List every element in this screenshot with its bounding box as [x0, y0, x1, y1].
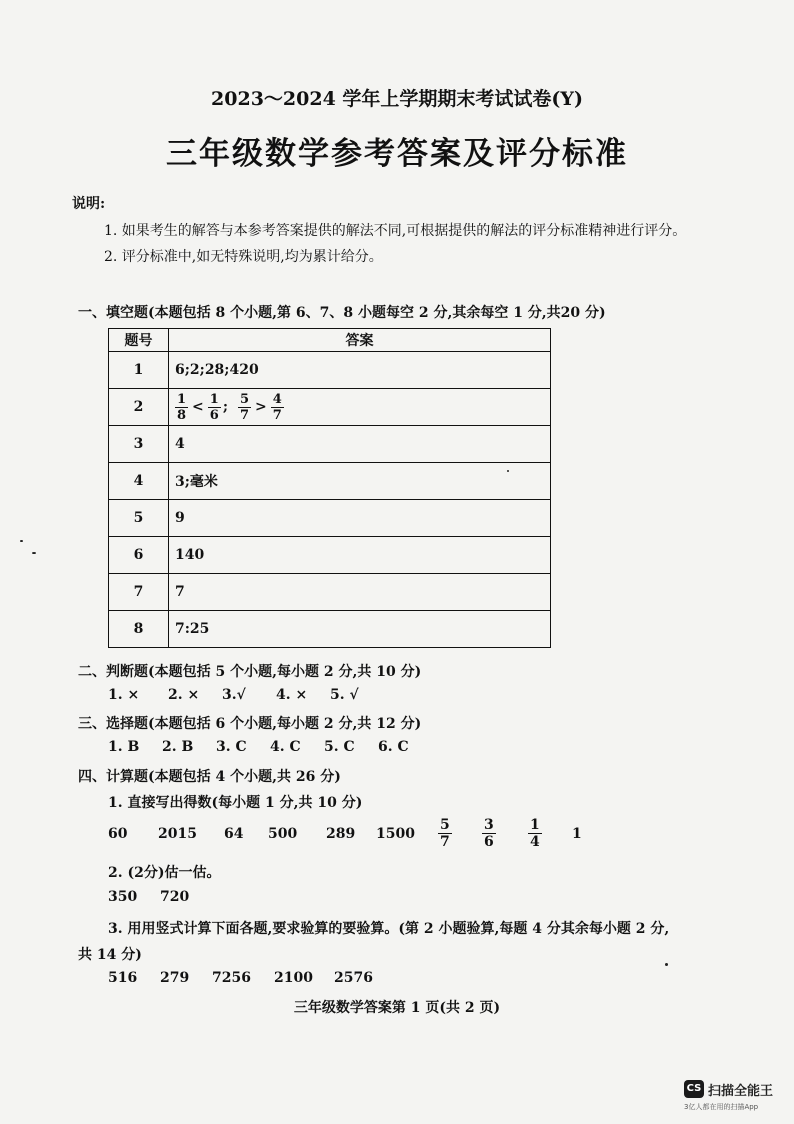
calc-value: 1	[572, 826, 582, 842]
fraction-denominator: 4	[530, 834, 540, 850]
camscanner-logo-icon: CS	[684, 1080, 704, 1098]
fraction-denominator: 8	[177, 407, 187, 423]
judgement-answer: 1. ×	[108, 687, 140, 703]
row-number: 4	[109, 463, 169, 500]
camscanner-slogan: 3亿人都在用的扫描App	[684, 1103, 759, 1111]
header-answer: 答案	[169, 329, 551, 352]
section3-title: 三、选择题(本题包括 6 个小题,每小题 2 分,共 12 分)	[78, 716, 422, 732]
row-number: 8	[109, 611, 169, 648]
row-answer: 7	[169, 574, 551, 611]
row-answer: 7:25	[169, 611, 551, 648]
main-title: 三年级数学参考答案及评分标准	[166, 136, 628, 172]
row-number: 1	[109, 352, 169, 389]
note-item-1: 1. 如果考生的解答与本参考答案提供的解法不同,可根据提供的解法的评分标准精神进行评分。	[104, 223, 687, 239]
row-answer: 140	[169, 537, 551, 574]
exam-title: 2023～2024 学年上学期期末考试试卷(Y)	[211, 88, 583, 110]
fraction-numerator: 1	[209, 391, 219, 407]
judgement-answer: 5. √	[330, 687, 359, 703]
row-answer-fractions	[169, 389, 551, 426]
choice-answer: 1. B	[108, 739, 140, 755]
scan-speck	[20, 540, 23, 542]
calc-value: 1500	[376, 826, 415, 842]
camscanner-name: 扫描全能王	[708, 1084, 774, 1099]
choice-answer: 6. C	[378, 739, 409, 755]
row-answer: 3;毫米	[169, 463, 551, 500]
table-row	[109, 500, 551, 537]
calc-fraction	[528, 818, 542, 849]
calc-part1-title: 1. 直接写出得数(每小题 1 分,共 10 分)	[108, 795, 363, 811]
comparison-operator: <	[192, 399, 204, 415]
calc-part2-title: 2. (2分)估一估。	[108, 865, 221, 881]
row-number: 5	[109, 500, 169, 537]
fraction-numerator: 4	[272, 391, 282, 407]
section2-title: 二、判断题(本题包括 5 个小题,每小题 2 分,共 10 分)	[78, 664, 422, 680]
fraction	[271, 393, 284, 422]
table-row	[109, 389, 551, 426]
answer-table	[108, 328, 551, 648]
calc-value: 64	[224, 826, 244, 842]
row-answer: 6;2;28;420	[169, 352, 551, 389]
calc-part3-values	[108, 970, 373, 986]
choice-answer: 2. B	[162, 739, 194, 755]
choice-answer: 3. C	[216, 739, 247, 755]
scan-speck	[32, 552, 36, 554]
row-number: 3	[109, 426, 169, 463]
fraction-numerator: 1	[530, 817, 540, 833]
separator: ;	[222, 399, 228, 415]
fraction-numerator: 3	[484, 817, 494, 833]
calc-value: 500	[268, 826, 298, 842]
vertical-calc-value: 7256	[212, 970, 251, 986]
calc-part2-values	[108, 889, 189, 905]
choice-answer: 4. C	[270, 739, 301, 755]
section4-title: 四、计算题(本题包括 4 个小题,共 26 分)	[78, 769, 341, 785]
calc-value: 289	[326, 826, 356, 842]
scan-speck	[665, 963, 668, 966]
table-row	[109, 463, 551, 500]
fraction	[175, 393, 188, 422]
fraction-numerator: 5	[240, 391, 250, 407]
fraction-denominator: 7	[272, 407, 282, 423]
section3-answers	[108, 739, 409, 755]
note-item-2: 2. 评分标准中,如无特殊说明,均为累计给分。	[104, 249, 383, 265]
table-row	[109, 537, 551, 574]
fraction-denominator: 6	[484, 834, 494, 850]
fraction-denominator: 6	[209, 407, 219, 423]
calc-fraction	[438, 818, 452, 849]
header-question-number: 题号	[109, 329, 169, 352]
calc-fraction	[482, 818, 496, 849]
fraction-denominator: 7	[240, 407, 250, 423]
vertical-calc-value: 2576	[334, 970, 373, 986]
table-header-row	[109, 329, 551, 352]
fraction	[208, 393, 221, 422]
calc-value: 60	[108, 826, 128, 842]
fraction-numerator: 5	[440, 817, 450, 833]
choice-answer: 5. C	[324, 739, 355, 755]
row-answer: 9	[169, 500, 551, 537]
page-footer: 三年级数学答案第 1 页(共 2 页)	[293, 1000, 501, 1016]
fraction-denominator: 7	[440, 834, 450, 850]
section2-answers	[108, 687, 359, 703]
estimate-value: 350	[108, 889, 138, 905]
calc-part3-title-line2: 共 14 分)	[78, 947, 142, 963]
calc-part3-title-line1: 3. 用用竖式计算下面各题,要求验算的要验算。(第 2 小题验算,每题 4 分其余每小题 2 分,	[108, 921, 670, 937]
notes-label: 说明:	[72, 196, 106, 212]
calc-value: 2015	[158, 826, 197, 842]
vertical-calc-value: 516	[108, 970, 138, 986]
fraction	[238, 393, 251, 422]
judgement-answer: 2. ×	[168, 687, 200, 703]
vertical-calc-value: 279	[160, 970, 190, 986]
judgement-answer: 3.√	[222, 687, 246, 703]
judgement-answer: 4. ×	[276, 687, 308, 703]
comparison-operator: >	[255, 399, 267, 415]
table-row	[109, 574, 551, 611]
row-number: 2	[109, 389, 169, 426]
table-row	[109, 352, 551, 389]
section1-title: 一、填空题(本题包括 8 个小题,第 6、7、8 小题每空 2 分,其余每空 1 分,共20 分)	[78, 305, 606, 321]
vertical-calc-value: 2100	[274, 970, 313, 986]
row-answer: 4	[169, 426, 551, 463]
table-row	[109, 611, 551, 648]
estimate-value: 720	[160, 889, 190, 905]
fraction-numerator: 1	[177, 391, 187, 407]
row-number: 7	[109, 574, 169, 611]
table-row	[109, 426, 551, 463]
scan-speck	[507, 470, 509, 472]
row-number: 6	[109, 537, 169, 574]
